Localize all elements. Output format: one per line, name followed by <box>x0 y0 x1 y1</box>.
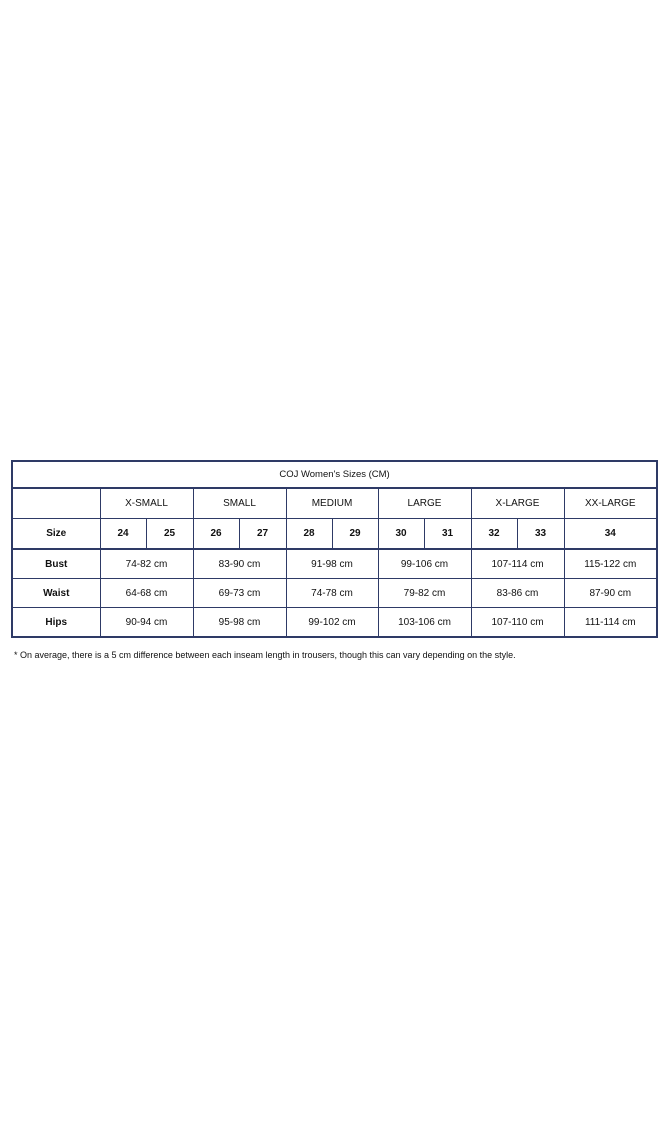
measurement-cell: 69-73 cm <box>193 579 286 608</box>
measurement-cell: 99-106 cm <box>378 549 471 579</box>
row-label-hips: Hips <box>12 608 100 638</box>
measurement-cell: 111-114 cm <box>564 608 657 638</box>
measurement-cell: 79-82 cm <box>378 579 471 608</box>
size-number-cell: 24 <box>100 519 146 550</box>
footnote: * On average, there is a 5 cm difference between each inseam length in trousers, though this can vary depending on the style. <box>14 650 516 660</box>
table-title: COJ Women's Sizes (CM) <box>12 461 657 488</box>
size-number-cell: 33 <box>517 519 564 550</box>
measurement-cell: 95-98 cm <box>193 608 286 638</box>
row-label-waist: Waist <box>12 579 100 608</box>
size-number-cell: 25 <box>146 519 193 550</box>
size-number-cell: 27 <box>239 519 286 550</box>
size-number-cell: 30 <box>378 519 424 550</box>
size-number-cell: 26 <box>193 519 239 550</box>
measurement-cell: 74-78 cm <box>286 579 378 608</box>
measurement-cell: 83-90 cm <box>193 549 286 579</box>
title-row <box>12 461 657 488</box>
measurement-cell: 87-90 cm <box>564 579 657 608</box>
size-number-cell: 32 <box>471 519 517 550</box>
measurement-cell: 91-98 cm <box>286 549 378 579</box>
header-corner-cell <box>12 488 100 519</box>
size-group-header: LARGE <box>378 488 471 519</box>
measurement-cell: 107-114 cm <box>471 549 564 579</box>
measurement-cell: 115-122 cm <box>564 549 657 579</box>
size-number-cell: 28 <box>286 519 332 550</box>
measurement-cell: 64-68 cm <box>100 579 193 608</box>
measurement-cell: 74-82 cm <box>100 549 193 579</box>
measurement-cell: 103-106 cm <box>378 608 471 638</box>
measurement-row-waist <box>12 579 657 608</box>
size-number-cell: 31 <box>424 519 471 550</box>
row-label-bust: Bust <box>12 549 100 579</box>
size-number-row <box>12 519 657 550</box>
measurement-cell: 99-102 cm <box>286 608 378 638</box>
measurement-row-bust <box>12 549 657 579</box>
size-group-header: MEDIUM <box>286 488 378 519</box>
size-number-cell: 34 <box>564 519 657 550</box>
row-label-size: Size <box>12 519 100 550</box>
measurement-cell: 107-110 cm <box>471 608 564 638</box>
size-group-header: SMALL <box>193 488 286 519</box>
size-group-header: X-SMALL <box>100 488 193 519</box>
size-group-header: XX-LARGE <box>564 488 657 519</box>
size-number-cell: 29 <box>332 519 378 550</box>
measurement-cell: 90-94 cm <box>100 608 193 638</box>
measurement-cell: 83-86 cm <box>471 579 564 608</box>
size-chart-table <box>11 460 658 638</box>
size-group-header: X-LARGE <box>471 488 564 519</box>
measurement-row-hips <box>12 608 657 638</box>
size-group-row <box>12 488 657 519</box>
